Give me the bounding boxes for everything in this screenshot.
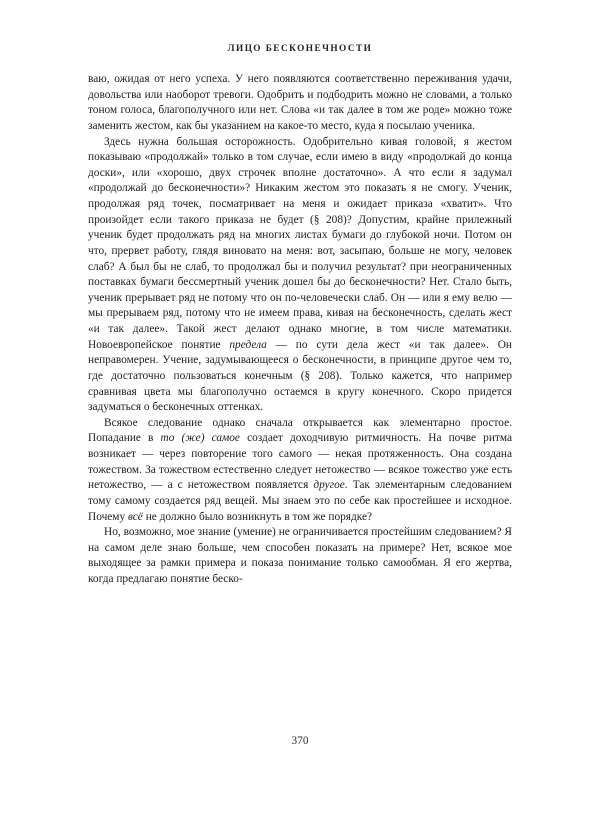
- text-run: Но, возможно, мое знание (умение) не ограничивается простейшим следованием? Я на самом деле знаю больше, чем способен показать на примере? Нет, всякое мое выходящее за рамки примера и показа понимание только самообман. Я его жертва, когда предлагаю понятие беско-: [88, 526, 512, 585]
- text-run: Всякое следование однако сначала открывается как элементарно простое. Попадание в: [88, 416, 512, 445]
- paragraph: [88, 135, 512, 416]
- text-run: — по сути дела жест «и так далее». Он неправомерен. Учение, задумывающееся о бесконечности, в принципе другое чем то, где достаточно пользоваться конечным (§ 208). Только кажется, что например сравнивая цвета мы благополучно остаемся в кругу конечного. Скоро придется задуматься о бесконечных оттенках.: [88, 338, 512, 414]
- text-run: создает доходчивую ритмичность. На почве ритма возникает — через повторение того самого — некая протяженность. Она создана тожеством. За тожеством естественно следует нетожество — всякое тожество уже есть нетожество, — а с нетожеством появляется: [88, 432, 513, 492]
- emphasis-term: другое: [313, 479, 345, 492]
- text-run: Здесь нужна большая осторожность. Одобрительно кивая головой, я жестом показываю «продолжай» только в том случае, если имею в виду «продолжай до конца доски», или «хорошо, двух строчек вполне достаточно». А что если я задумал «продолжай до бесконечности»? Никаким жестом это показать я не смогу. Ученик, продолжая ряд точек, посматривает на меня и ожидает приказа «хватит». Что произойдет если такого приказа не будет (§ 208)? Допустим, крайне прилежный ученик будет продолжать ряд на многих листах бумаги до глубокой ночи. Потом он что, прервет работу, глядя виновато на меня: вот, засыпаю, больше не могу, человек слаб? А был бы не слаб, то продолжал бы и получил результат? при неограниченных поставках бумаги бессмертный ученик дошел бы до бесконечности? Нет. Стало быть, ученик прерывает ряд не потому что он по-человечески слаб. Он — или я ему велю — мы прерываем ряд, потому что не имеем права, кивая на бесконечность, сделать жест «и так далее». Такой жест делают однако многие, в том числе математики. Новоевропейское понятие: [88, 135, 512, 351]
- running-head: ЛИЦО БЕСКОНЕЧНОСТИ: [227, 44, 373, 54]
- paragraph: [88, 72, 512, 135]
- text-run: . Так элементарным следованием тому самому создается ряд вещей. Мы знаем это по себе как простейшее и исходное. Почему: [88, 479, 512, 523]
- body-text-block: [88, 72, 512, 588]
- emphasis-term: предела: [229, 338, 267, 351]
- text-run: не должно было возникнуть в том же порядке?: [142, 510, 373, 523]
- emphasis-term: то (же) самое: [160, 432, 240, 445]
- paragraph: [88, 416, 512, 525]
- text-run: ваю, ожидая от него успеха. У него появляются соответственно переживания удачи, довольства или наоборот тревоги. Одобрить и подбодрить можно не словами, а только тоном голоса, благополучного или нет. Слова «и так далее в том же роде» можно тоже заменить жестом, как бы указанием на какое-то место, куда я посылаю ученика.: [88, 73, 512, 132]
- emphasis-term: всё: [128, 510, 143, 523]
- page-number: 370: [291, 735, 309, 747]
- paragraph: [88, 525, 512, 588]
